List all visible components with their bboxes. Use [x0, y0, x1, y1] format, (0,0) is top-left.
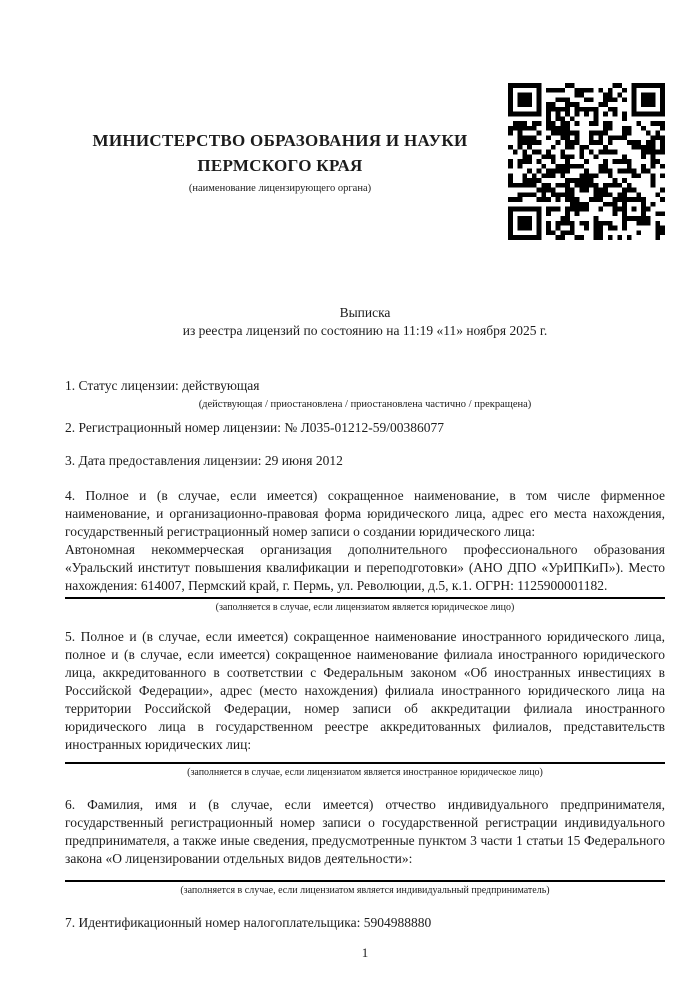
taxpayer-number-text: 7. Идентификационный номер налогоплательщика: 5904988880 — [65, 915, 432, 930]
foreign-entity-clause: 5. Полное и (в случае, если имеется) сокращенное наименование иностранного юридического лица, полное и (в случае, если имеется) сокращенное наименование филиала иностранного юридического лица, аккредитованного в соответствии с Федеральным законом «Об иностранных инвестициях в Российской Федерации», адрес (место нахождения) филиала иностранного юридического лица на территории Российской Федерации, номер записи об аккредитации филиала иностранного юридического лица в государственном реестре аккредитованных филиалов, представительств иностранных юридических лиц: — [65, 629, 665, 752]
section-foreign-entity — [65, 628, 665, 779]
page-number: 1 — [361, 945, 369, 960]
ministry-caption: (наименование лицензирующего органа) — [188, 183, 372, 194]
registration-number-text: 2. Регистрационный номер лицензии: № Л035-01212-59/00386077 — [65, 420, 445, 435]
licensing-authority-block — [65, 83, 495, 195]
document-header — [65, 83, 665, 240]
section-license-status — [65, 377, 665, 395]
legal-entity-value: Автономная некоммерческая организация дополнительного профессионального образования «Уральский институт повышения квалификации и переподготовки» (АНО ДПО «УрИПКиП»). Место нахождения: 614007, Пермский край, г. Пермь, ул. Революции, д.5, к.1. ОГРН: 1125900001182. — [65, 542, 665, 593]
license-status-options-caption: (действующая / приостановлена / приостановлена частично / прекращена) — [198, 399, 532, 410]
section-individual-entrepreneur — [65, 796, 665, 897]
document-title-line1: Выписка — [339, 305, 391, 320]
document-title — [65, 304, 665, 340]
document-title-line2: из реестра лицензий по состоянию на 11:19 «11» ноября 2025 г. — [182, 323, 548, 338]
qr-code-icon — [508, 83, 665, 240]
section-legal-entity — [65, 487, 665, 614]
grant-date-text: 3. Дата предоставления лицензии: 29 июня 2012 — [65, 453, 343, 468]
fill-in-rule — [65, 762, 665, 764]
entrepreneur-caption: (заполняется в случае, если лицензиатом является индивидуальный предприниматель) — [180, 885, 550, 896]
legal-entity-caption: (заполняется в случае, если лицензиатом является юридическое лицо) — [215, 602, 515, 613]
ministry-name-line1: МИНИСТЕРСТВО ОБРАЗОВАНИЯ И НАУКИ — [92, 131, 468, 150]
ministry-name-line2: ПЕРМСКОГО КРАЯ — [197, 156, 363, 175]
section-grant-date — [65, 452, 665, 470]
fill-in-rule — [65, 880, 665, 882]
legal-entity-clause: 4. Полное и (в случае, если имеется) сокращенное наименование, в том числе фирменное наименование, и организационно-правовая форма юридического лица, адрес его места нахождения, государственный регистрационный номер записи о создании юридического лица: — [65, 488, 665, 539]
entrepreneur-clause: 6. Фамилия, имя и (в случае, если имеется) отчество индивидуального предпринимателя, государственный регистрационный номер записи о государственной регистрации индивидуального предпринимателя, а также иные сведения, предусмотренные пунктом 3 части 1 статьи 15 Федерального закона «О лицензировании отдельных видов деятельности»: — [65, 797, 665, 866]
foreign-entity-caption: (заполняется в случае, если лицензиатом является иностранное юридическое лицо) — [187, 767, 543, 778]
fill-in-rule — [65, 597, 665, 599]
license-status-text: 1. Статус лицензии: действующая — [65, 378, 260, 393]
section-registration-number — [65, 419, 665, 437]
section-taxpayer-number — [65, 914, 665, 932]
